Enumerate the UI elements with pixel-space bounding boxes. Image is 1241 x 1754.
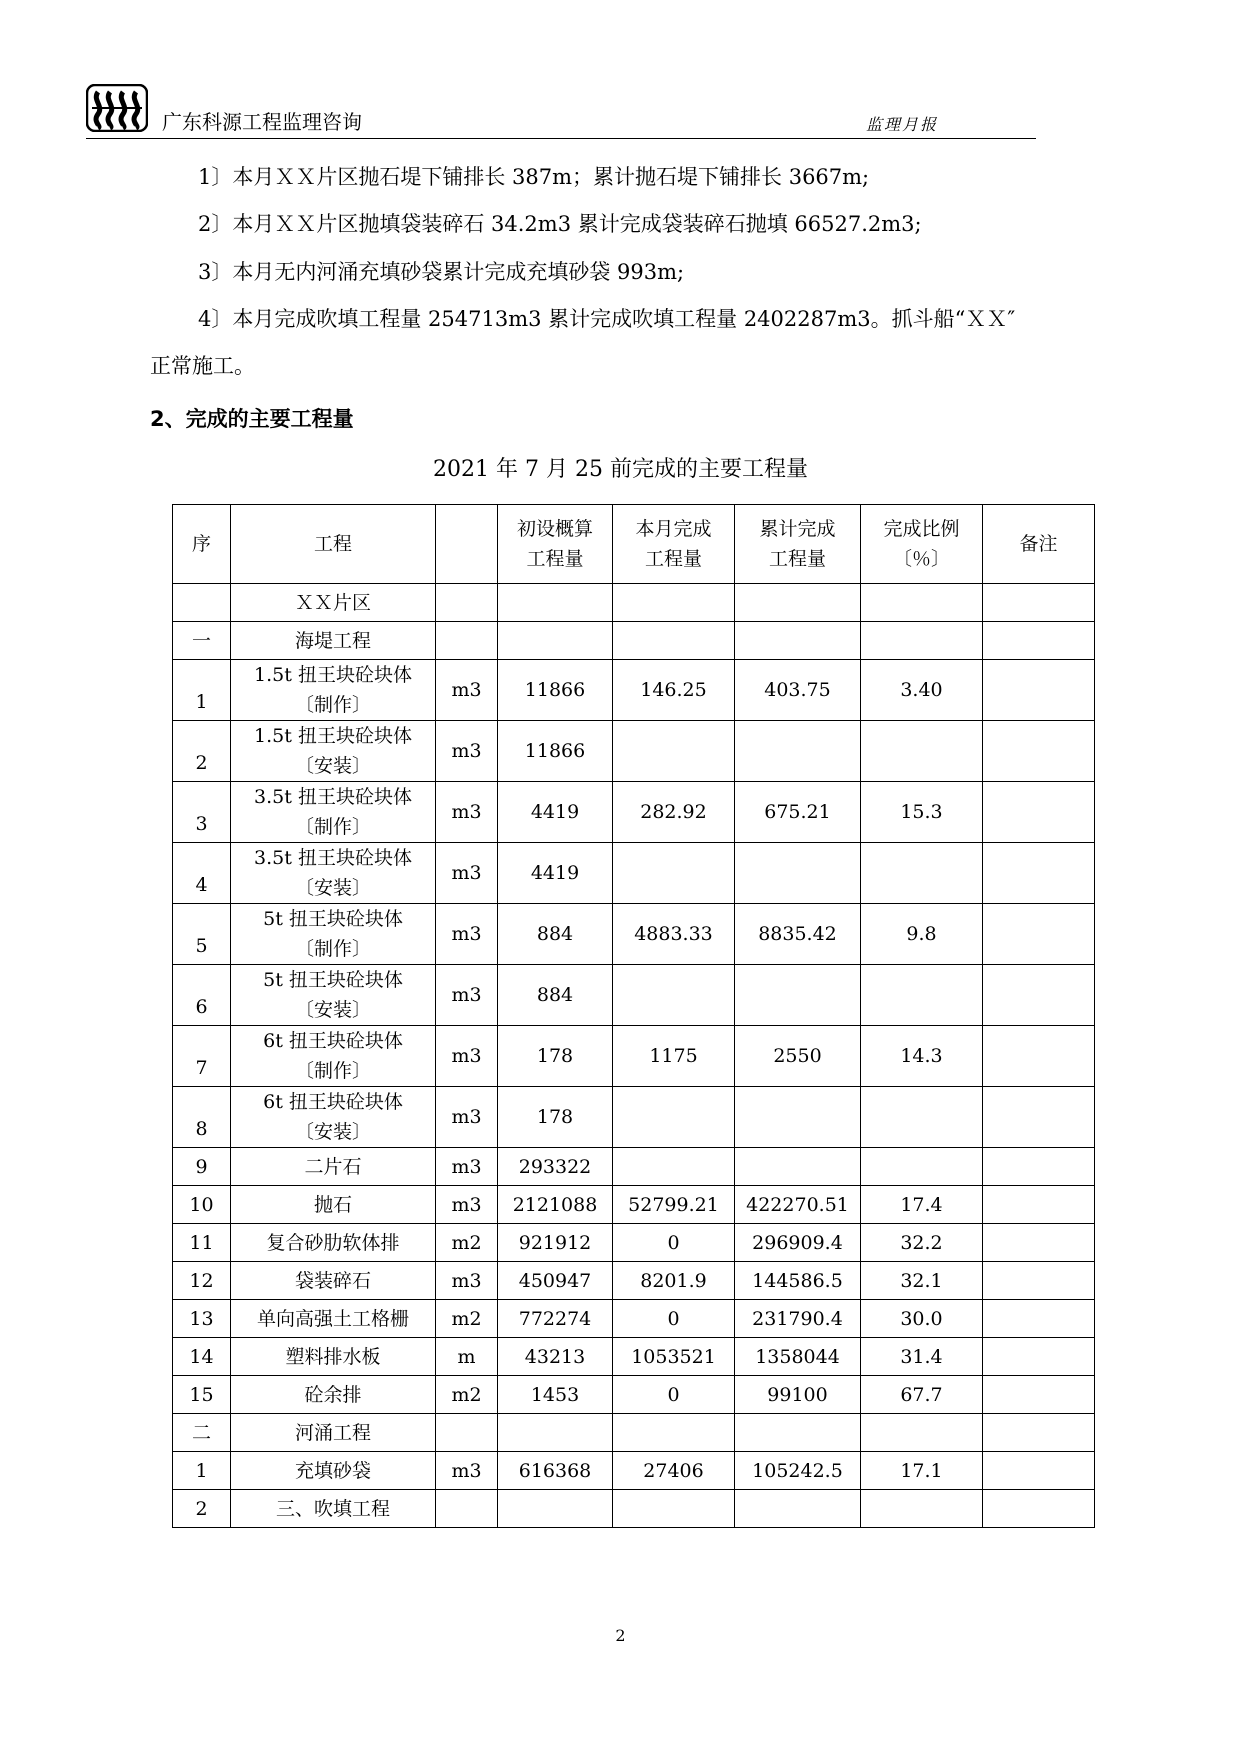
- cell-unit: m3: [436, 1186, 498, 1224]
- cell-project: [231, 584, 436, 622]
- cell-month: 282.92: [613, 782, 735, 843]
- header-ratio: [861, 505, 983, 584]
- cell-month: [613, 965, 735, 1026]
- table-row: [173, 1262, 1095, 1300]
- cell-unit: m3: [436, 843, 498, 904]
- cell-project: [231, 721, 436, 782]
- cell-month: [613, 1087, 735, 1148]
- cell-seq: 3: [173, 782, 231, 843]
- cell-unit: m: [436, 1338, 498, 1376]
- cell-seq: [173, 584, 231, 622]
- cell-project: [231, 1087, 436, 1148]
- cell-remarks: [983, 904, 1095, 965]
- header-design-line1: 初设概算: [516, 518, 593, 540]
- table-row: [173, 1186, 1095, 1224]
- cell-project-subname: 〔安装〕: [294, 755, 371, 777]
- cell-seq: 14: [173, 1338, 231, 1376]
- cell-month: [613, 1414, 735, 1452]
- cell-remarks: [983, 782, 1095, 843]
- cell-cum: 105242.5: [735, 1452, 861, 1490]
- cell-month: 1053521: [613, 1338, 735, 1376]
- cell-ratio: [861, 721, 983, 782]
- table-row: [173, 782, 1095, 843]
- cell-project-subname: 〔安装〕: [294, 1121, 371, 1143]
- header-cumulative-line2: 工程量: [768, 548, 826, 570]
- cell-ratio: [861, 584, 983, 622]
- cell-project-subname: 〔制作〕: [294, 694, 371, 716]
- cell-project: [231, 1148, 436, 1186]
- header-cumulative: [735, 505, 861, 584]
- cell-month: [613, 1148, 735, 1186]
- cell-project-name: 充填砂袋: [294, 1459, 371, 1482]
- paragraph-2: 2〕本月ＸＸ片区抛填袋装碎石 34.2m3 累计完成袋装碎石抛填 66527.2m3;: [198, 212, 922, 236]
- cell-seq: 15: [173, 1376, 231, 1414]
- cell-seq: 5: [173, 904, 231, 965]
- cell-month: [613, 843, 735, 904]
- header-month-line2: 工程量: [644, 548, 702, 570]
- cell-remarks: [983, 622, 1095, 660]
- cell-cum: 8835.42: [735, 904, 861, 965]
- cell-unit: m3: [436, 965, 498, 1026]
- cell-remarks: [983, 1148, 1095, 1186]
- cell-cum: 675.21: [735, 782, 861, 843]
- cell-design: 1453: [498, 1376, 613, 1414]
- cell-month: 1175: [613, 1026, 735, 1087]
- cell-remarks: [983, 1338, 1095, 1376]
- cell-remarks: [983, 965, 1095, 1026]
- cell-unit: m2: [436, 1224, 498, 1262]
- cell-seq: 8: [173, 1087, 231, 1148]
- cell-seq: 1: [173, 660, 231, 721]
- cell-remarks: [983, 1262, 1095, 1300]
- table-row: [173, 1414, 1095, 1452]
- cell-seq: 6: [173, 965, 231, 1026]
- cell-project-subname: 〔制作〕: [294, 938, 371, 960]
- cell-project: [231, 622, 436, 660]
- cell-design: 921912: [498, 1224, 613, 1262]
- cell-design: 43213: [498, 1338, 613, 1376]
- table-row: [173, 1452, 1095, 1490]
- cell-month: [613, 584, 735, 622]
- cell-ratio: [861, 1087, 983, 1148]
- header-ratio-line2: 〔％〕: [892, 548, 950, 570]
- company-name: 广东科源工程监理咨询: [162, 110, 362, 134]
- cell-ratio: [861, 1148, 983, 1186]
- cell-project: [231, 1300, 436, 1338]
- cell-ratio: 14.3: [861, 1026, 983, 1087]
- cell-seq: 12: [173, 1262, 231, 1300]
- cell-seq: 二: [173, 1414, 231, 1452]
- page-header: [86, 80, 1036, 139]
- cell-seq: 9: [173, 1148, 231, 1186]
- cell-project-name: 二片石: [304, 1155, 362, 1178]
- cell-ratio: 30.0: [861, 1300, 983, 1338]
- cell-ratio: 67.7: [861, 1376, 983, 1414]
- cell-design: [498, 622, 613, 660]
- cell-ratio: 3.40: [861, 660, 983, 721]
- cell-unit: m3: [436, 1087, 498, 1148]
- cell-month: [613, 721, 735, 782]
- cell-seq: 11: [173, 1224, 231, 1262]
- cell-unit: m3: [436, 904, 498, 965]
- header-remarks: 备注: [983, 505, 1095, 584]
- cell-unit: m3: [436, 660, 498, 721]
- cell-seq: 2: [173, 1490, 231, 1528]
- cell-unit: m3: [436, 1148, 498, 1186]
- cell-project-name: 1.5t 扭王块砼块体: [254, 725, 412, 747]
- cell-design: 178: [498, 1026, 613, 1087]
- table-caption: 2021 年 7 月 25 前完成的主要工程量: [433, 457, 808, 482]
- cell-project-name: 抛石: [313, 1193, 352, 1216]
- cell-remarks: [983, 660, 1095, 721]
- cell-project-name: 5t 扭王块砼块体: [263, 969, 403, 991]
- cell-cum: [735, 721, 861, 782]
- cell-unit: m3: [436, 721, 498, 782]
- header-ratio-line1: 完成比例: [883, 518, 960, 540]
- cell-project: [231, 1452, 436, 1490]
- cell-ratio: 32.2: [861, 1224, 983, 1262]
- cell-month: 8201.9: [613, 1262, 735, 1300]
- section-heading: 2、完成的主要工程量: [150, 407, 354, 431]
- table-row: [173, 904, 1095, 965]
- cell-project: [231, 1262, 436, 1300]
- header-unit: [436, 505, 498, 584]
- cell-project-name: 砼余排: [304, 1383, 362, 1406]
- cell-project: [231, 1490, 436, 1528]
- cell-unit: m3: [436, 1026, 498, 1087]
- cell-cum: 231790.4: [735, 1300, 861, 1338]
- cell-design: 11866: [498, 721, 613, 782]
- cell-project-subname: 〔安装〕: [294, 877, 371, 899]
- cell-project: [231, 1224, 436, 1262]
- cell-design: 884: [498, 904, 613, 965]
- cell-ratio: 15.3: [861, 782, 983, 843]
- cell-design: 616368: [498, 1452, 613, 1490]
- cell-ratio: [861, 843, 983, 904]
- cell-seq: 一: [173, 622, 231, 660]
- cell-project-name: 6t 扭王块砼块体: [263, 1091, 403, 1113]
- table-row: [173, 1338, 1095, 1376]
- cell-month: 27406: [613, 1452, 735, 1490]
- cell-remarks: [983, 1414, 1095, 1452]
- cell-ratio: [861, 1490, 983, 1528]
- cell-remarks: [983, 1490, 1095, 1528]
- cell-project-subname: 〔制作〕: [294, 816, 371, 838]
- cell-ratio: 17.4: [861, 1186, 983, 1224]
- header-month: [613, 505, 735, 584]
- table-row: [173, 1300, 1095, 1338]
- cell-project-name: 5t 扭王块砼块体: [263, 908, 403, 930]
- table-row: [173, 622, 1095, 660]
- cell-project-name: 单向高强土工格栅: [256, 1307, 409, 1330]
- cell-design: 4419: [498, 843, 613, 904]
- cell-project: [231, 843, 436, 904]
- table-row: [173, 1224, 1095, 1262]
- table-row: [173, 1087, 1095, 1148]
- cell-ratio: 32.1: [861, 1262, 983, 1300]
- cell-cum: [735, 843, 861, 904]
- table-row: [173, 660, 1095, 721]
- cell-design: 293322: [498, 1148, 613, 1186]
- cell-unit: m2: [436, 1376, 498, 1414]
- cell-design: 450947: [498, 1262, 613, 1300]
- cell-ratio: [861, 965, 983, 1026]
- cell-remarks: [983, 843, 1095, 904]
- header-cumulative-line1: 累计完成: [759, 518, 836, 540]
- cell-design: [498, 1414, 613, 1452]
- cell-cum: [735, 1148, 861, 1186]
- cell-seq: 4: [173, 843, 231, 904]
- cell-month: 0: [613, 1300, 735, 1338]
- cell-project: [231, 660, 436, 721]
- cell-cum: [735, 584, 861, 622]
- cell-unit: [436, 1490, 498, 1528]
- cell-month: 146.25: [613, 660, 735, 721]
- cell-cum: 1358044: [735, 1338, 861, 1376]
- cell-design: [498, 584, 613, 622]
- cell-month: 52799.21: [613, 1186, 735, 1224]
- cell-project: [231, 782, 436, 843]
- cell-design: 772274: [498, 1300, 613, 1338]
- table-header-row: [173, 505, 1095, 584]
- cell-design: 2121088: [498, 1186, 613, 1224]
- cell-project-name: ＸＸ片区: [294, 591, 371, 614]
- cell-cum: 296909.4: [735, 1224, 861, 1262]
- cell-remarks: [983, 1452, 1095, 1490]
- cell-project-name: 塑料排水板: [285, 1345, 381, 1368]
- cell-project-name: 河涌工程: [294, 1421, 371, 1444]
- cell-remarks: [983, 1224, 1095, 1262]
- cell-month: 4883.33: [613, 904, 735, 965]
- cell-cum: [735, 1490, 861, 1528]
- table-row: [173, 1026, 1095, 1087]
- cell-unit: [436, 622, 498, 660]
- cell-ratio: [861, 1414, 983, 1452]
- cell-remarks: [983, 1376, 1095, 1414]
- table-row: [173, 1376, 1095, 1414]
- table-row: [173, 965, 1095, 1026]
- cell-cum: 99100: [735, 1376, 861, 1414]
- cell-project-name: 3.5t 扭王块砼块体: [254, 847, 412, 869]
- cell-ratio: 9.8: [861, 904, 983, 965]
- cell-unit: m3: [436, 1452, 498, 1490]
- cell-month: [613, 1490, 735, 1528]
- cell-month: [613, 622, 735, 660]
- cell-design: 4419: [498, 782, 613, 843]
- cell-design: 884: [498, 965, 613, 1026]
- cell-seq: 1: [173, 1452, 231, 1490]
- cell-project: [231, 965, 436, 1026]
- cell-project-name: 复合砂肋软体排: [266, 1231, 400, 1254]
- paragraph-1: 1〕本月ＸＸ片区抛石堤下铺排长 387m；累计抛石堤下铺排长 3667m;: [198, 165, 870, 189]
- cell-project: [231, 1376, 436, 1414]
- cell-unit: [436, 1414, 498, 1452]
- quantities-table: [172, 504, 1095, 1528]
- table-row: [173, 584, 1095, 622]
- paragraph-4-continued: 正常施工。: [150, 354, 255, 378]
- cell-remarks: [983, 1300, 1095, 1338]
- cell-project: [231, 1186, 436, 1224]
- cell-remarks: [983, 1026, 1095, 1087]
- cell-cum: [735, 622, 861, 660]
- header-project: 工程: [231, 505, 436, 584]
- cell-project-name: 海堤工程: [294, 629, 371, 652]
- cell-month: 0: [613, 1224, 735, 1262]
- cell-cum: [735, 965, 861, 1026]
- cell-unit: [436, 584, 498, 622]
- cell-design: [498, 1490, 613, 1528]
- table-row: [173, 721, 1095, 782]
- cell-project-name: 6t 扭王块砼块体: [263, 1030, 403, 1052]
- report-title: 监理月报: [865, 115, 938, 134]
- table-row: [173, 1148, 1095, 1186]
- cell-seq: 13: [173, 1300, 231, 1338]
- cell-project-subname: 〔安装〕: [294, 999, 371, 1021]
- cell-unit: m3: [436, 782, 498, 843]
- cell-cum: 144586.5: [735, 1262, 861, 1300]
- cell-seq: 2: [173, 721, 231, 782]
- cell-project-name: 1.5t 扭王块砼块体: [254, 664, 412, 686]
- cell-design: 178: [498, 1087, 613, 1148]
- paragraph-3: 3〕本月无内河涌充填砂袋累计完成充填砂袋 993m;: [198, 260, 685, 284]
- cell-ratio: 31.4: [861, 1338, 983, 1376]
- cell-project: [231, 1026, 436, 1087]
- cell-project-name: 3.5t 扭王块砼块体: [254, 786, 412, 808]
- cell-remarks: [983, 1087, 1095, 1148]
- cell-project: [231, 1338, 436, 1376]
- cell-ratio: [861, 622, 983, 660]
- cell-seq: 7: [173, 1026, 231, 1087]
- cell-design: 11866: [498, 660, 613, 721]
- cell-cum: [735, 1087, 861, 1148]
- header-design-line2: 工程量: [526, 548, 584, 570]
- cell-seq: 10: [173, 1186, 231, 1224]
- paragraph-4: 4〕本月完成吹填工程量 254713m3 累计完成吹填工程量 2402287m3。抓斗船“ＸＸ″: [198, 307, 1016, 331]
- cell-unit: m2: [436, 1300, 498, 1338]
- cell-project: [231, 904, 436, 965]
- page-number: 2: [615, 1626, 626, 1645]
- header-month-line1: 本月完成: [635, 518, 712, 540]
- cell-project-subname: 〔制作〕: [294, 1060, 371, 1082]
- cell-cum: 2550: [735, 1026, 861, 1087]
- cell-remarks: [983, 721, 1095, 782]
- cell-project-name: 三、吹填工程: [275, 1497, 390, 1520]
- cell-remarks: [983, 1186, 1095, 1224]
- cell-project: [231, 1414, 436, 1452]
- company-logo-icon: [86, 84, 148, 132]
- cell-unit: m3: [436, 1262, 498, 1300]
- header-design: [498, 505, 613, 584]
- cell-remarks: [983, 584, 1095, 622]
- cell-cum: [735, 1414, 861, 1452]
- table-row: [173, 1490, 1095, 1528]
- header-seq: 序: [173, 505, 231, 584]
- table-row: [173, 843, 1095, 904]
- cell-cum: 422270.51: [735, 1186, 861, 1224]
- cell-ratio: 17.1: [861, 1452, 983, 1490]
- cell-month: 0: [613, 1376, 735, 1414]
- cell-project-name: 袋装碎石: [294, 1269, 371, 1292]
- cell-cum: 403.75: [735, 660, 861, 721]
